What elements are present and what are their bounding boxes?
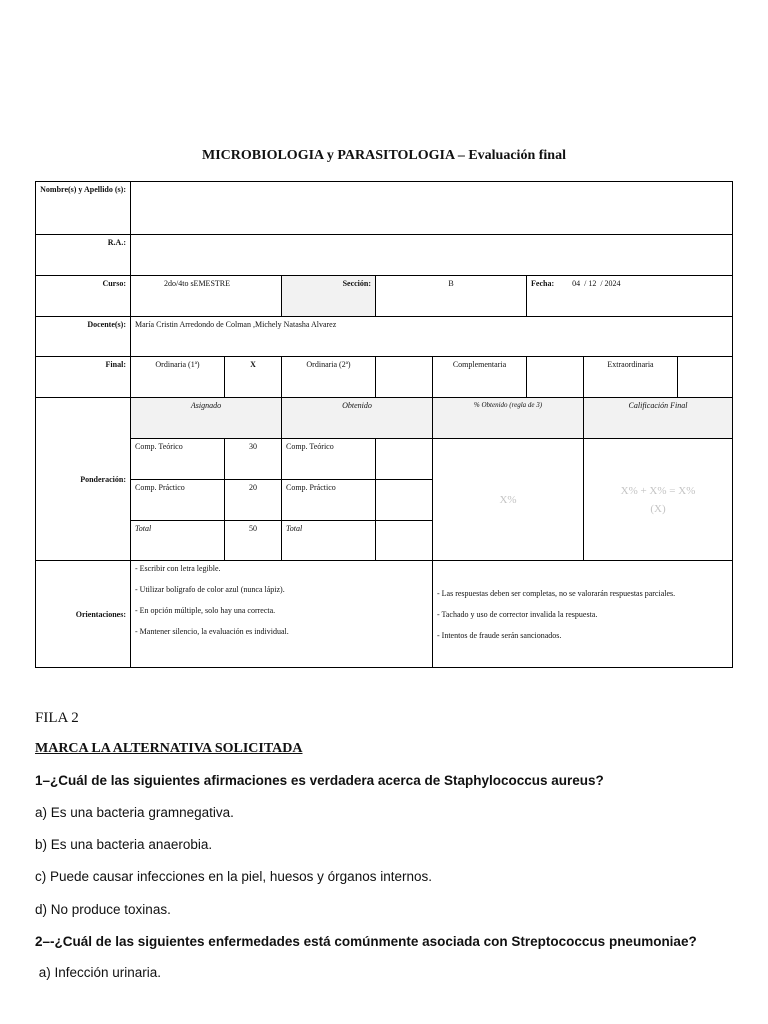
question-1-option-d: d) No produce toxinas. bbox=[35, 902, 171, 917]
asignado-practico-label: Comp. Práctico bbox=[131, 480, 225, 521]
instruction-heading: MARCA LA ALTERNATIVA SOLICITADA bbox=[35, 741, 303, 756]
fecha-cell bbox=[527, 276, 733, 317]
question-1: 1–¿Cuál de las siguientes afirmaciones es verdadera acerca de Staphylococcus aureus? bbox=[35, 773, 604, 788]
orientacion-item: - Escribir con letra legible. bbox=[135, 564, 221, 573]
ponderacion-label: Ponderación: bbox=[36, 398, 131, 561]
extraordinaria-checkbox[interactable] bbox=[678, 357, 733, 398]
question-2: 2–-¿Cuál de las siguientes enfermedades está comúnmente asociada con Streptococcus pneumoniae? bbox=[35, 934, 697, 949]
question-1-option-b: b) Es una bacteria anaerobia. bbox=[35, 837, 213, 852]
obtenido-total-label: Total bbox=[282, 521, 376, 561]
obtenido-teorico-label: Comp. Teórico bbox=[282, 439, 376, 480]
orientaciones-right bbox=[433, 561, 733, 668]
ra-label: R.A.: bbox=[36, 235, 131, 276]
orientacion-item: - Intentos de fraude serán sancionados. bbox=[437, 630, 562, 640]
orientaciones-label: Orientaciones: bbox=[36, 561, 131, 668]
orientaciones-left bbox=[131, 561, 433, 668]
obtenido-teorico-field[interactable] bbox=[376, 439, 433, 480]
calificacion-formula: X% + X% = X% bbox=[620, 484, 696, 497]
calificacion-header: Calificación Final bbox=[584, 398, 733, 439]
question-1-option-c: c) Puede causar infecciones en la piel, huesos y órganos internos. bbox=[35, 869, 432, 884]
seccion-label: Sección: bbox=[282, 276, 376, 317]
obtenido-header: Obtenido bbox=[282, 398, 433, 439]
calificacion-result: (X) bbox=[650, 502, 666, 515]
complementaria-label: Complementaria bbox=[433, 357, 527, 398]
obtenido-practico-label: Comp. Práctico bbox=[282, 480, 376, 521]
docente-label: Docente(s): bbox=[36, 317, 131, 357]
final-label: Final: bbox=[36, 357, 131, 398]
fecha-label: Fecha: bbox=[531, 279, 555, 288]
docente-value: María Cristin Arredondo de Colman ,Michely Natasha Alvarez bbox=[131, 317, 733, 357]
document-title: MICROBIOLOGIA y PARASITOLOGIA – Evaluación final bbox=[202, 148, 566, 163]
evaluation-form-table bbox=[35, 181, 733, 668]
question-1-option-a: a) Es una bacteria gramnegativa. bbox=[35, 805, 234, 820]
ra-field[interactable] bbox=[131, 235, 733, 276]
ordinaria2-label: Ordinaria (2ª) bbox=[282, 357, 376, 398]
complementaria-checkbox[interactable] bbox=[527, 357, 584, 398]
ordinaria2-checkbox[interactable] bbox=[376, 357, 433, 398]
fecha-value: 04 / 12 / 2024 bbox=[572, 279, 621, 288]
ordinaria1-checkbox[interactable]: X bbox=[225, 357, 282, 398]
pct-obtenido-header: % Obtenido (regla de 3) bbox=[433, 398, 584, 439]
asignado-teorico-value: 30 bbox=[225, 439, 282, 480]
asignado-practico-value: 20 bbox=[225, 480, 282, 521]
seccion-value: B bbox=[376, 276, 527, 317]
orientacion-item: - Tachado y uso de corrector invalida la respuesta. bbox=[437, 609, 598, 619]
curso-label: Curso: bbox=[36, 276, 131, 317]
question-2-option-a: a) Infección urinaria. bbox=[35, 965, 162, 980]
obtenido-total-field[interactable] bbox=[376, 521, 433, 561]
obtenido-practico-field[interactable] bbox=[376, 480, 433, 521]
asignado-total-label: Total bbox=[131, 521, 225, 561]
asignado-header: Asignado bbox=[131, 398, 282, 439]
fila-label: FILA 2 bbox=[35, 710, 79, 726]
extraordinaria-label: Extraordinaria bbox=[584, 357, 678, 398]
asignado-teorico-label: Comp. Teórico bbox=[131, 439, 225, 480]
nombre-field[interactable] bbox=[131, 182, 733, 235]
orientacion-item: - Utilizar bolígrafo de color azul (nunca lápiz). bbox=[135, 585, 285, 594]
ordinaria1-label: Ordinaria (1ª) bbox=[131, 357, 225, 398]
calificacion-cell bbox=[584, 439, 733, 561]
pct-placeholder: X% bbox=[433, 439, 584, 561]
orientacion-item: - En opción múltiple, solo hay una correcta. bbox=[135, 606, 276, 615]
curso-value: 2do/4to sEMESTRE bbox=[131, 276, 282, 317]
asignado-total-value: 50 bbox=[225, 521, 282, 561]
nombre-label: Nombre(s) y Apellido (s): bbox=[36, 182, 131, 235]
orientacion-item: - Las respuestas deben ser completas, no se valorarán respuestas parciales. bbox=[437, 588, 676, 598]
orientacion-item: - Mantener silencio, la evaluación es individual. bbox=[135, 627, 289, 636]
